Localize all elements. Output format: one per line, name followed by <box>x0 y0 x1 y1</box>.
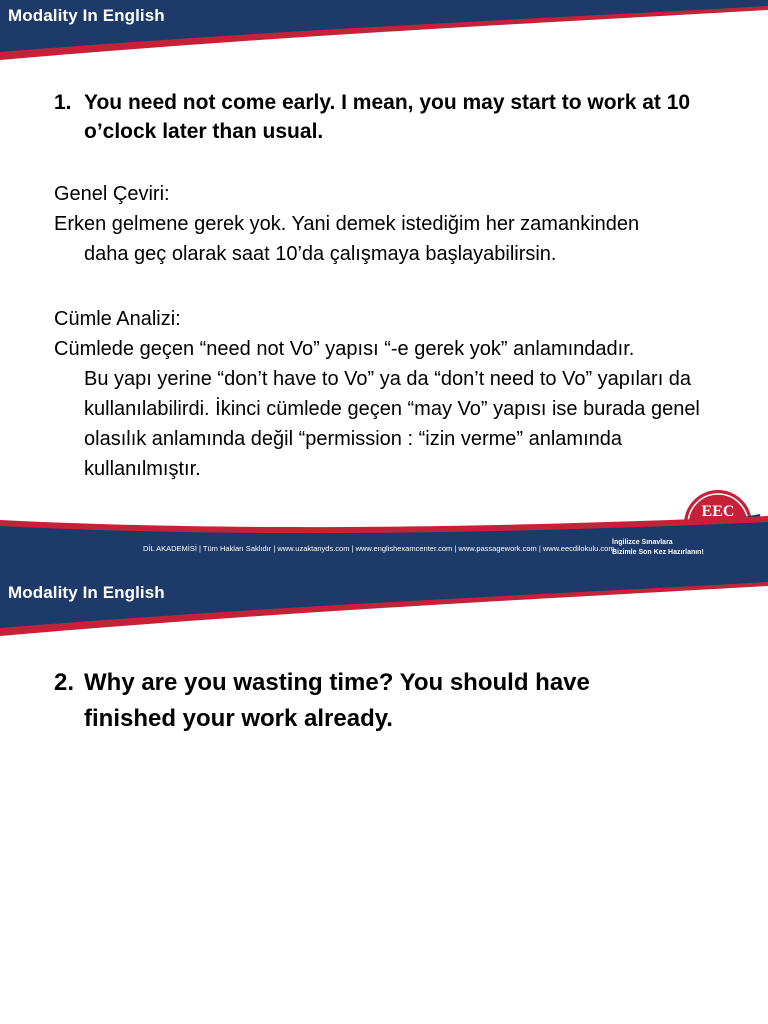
question-text: You need not come early. I mean, you may start to work at 10 o’clock later than usual. <box>84 91 691 143</box>
translation-continuation: daha geç olarak saat 10’da çalışmaya başlayabilirsin. <box>84 243 557 265</box>
translation-heading: Genel Çeviri: <box>54 183 170 205</box>
translation-line: Erken gelmene gerek yok. Yani demek istediğim her zamankinden <box>54 213 640 235</box>
question-number: 2. <box>54 669 75 696</box>
analysis-line: Cümlede geçen “need not Vo” yapısı “-e gerek yok” anlamındadır. <box>54 338 635 360</box>
slide-title: Modality In English <box>8 583 165 602</box>
question-number: 1. <box>54 91 72 114</box>
footer-slogan-line2: Bizimle Son Kez Hazırlanın! <box>612 549 704 556</box>
footer-band <box>0 516 768 576</box>
question-text: Why are you wasting time? You should have finished your work already. <box>84 669 590 732</box>
footer-slogan <box>612 538 704 558</box>
question-1 <box>54 88 734 146</box>
analysis-heading: Cümle Analizi: <box>54 308 181 330</box>
translation-block <box>54 179 764 269</box>
slide-2 <box>0 576 768 1024</box>
slide-title: Modality In English <box>8 6 165 25</box>
header-band <box>0 576 768 646</box>
footer-slogan-line1: İngilizce Sınavlara <box>612 539 673 546</box>
question-2 <box>54 665 614 737</box>
analysis-block <box>54 304 764 484</box>
header-band <box>0 0 768 70</box>
footer-links: DİL AKADEMİSİ | Tüm Hakları Saklıdır | www.uzaktanyds.com | www.englishexamcenter.com | www.passagework.com | www.eecdilokulu.com <box>143 544 615 553</box>
logo-title: EEC <box>701 503 735 520</box>
analysis-continuation: Bu yapı yerine “don’t have to Vo” ya da “don’t need to Vo” yapıları da kullanılabilirdi. İkinci cümlede geçen “may Vo” yapısı ise burada genel olasılık anlamında değil “permission : “izin verme” anlamında kullanılmıştır. <box>84 368 700 480</box>
